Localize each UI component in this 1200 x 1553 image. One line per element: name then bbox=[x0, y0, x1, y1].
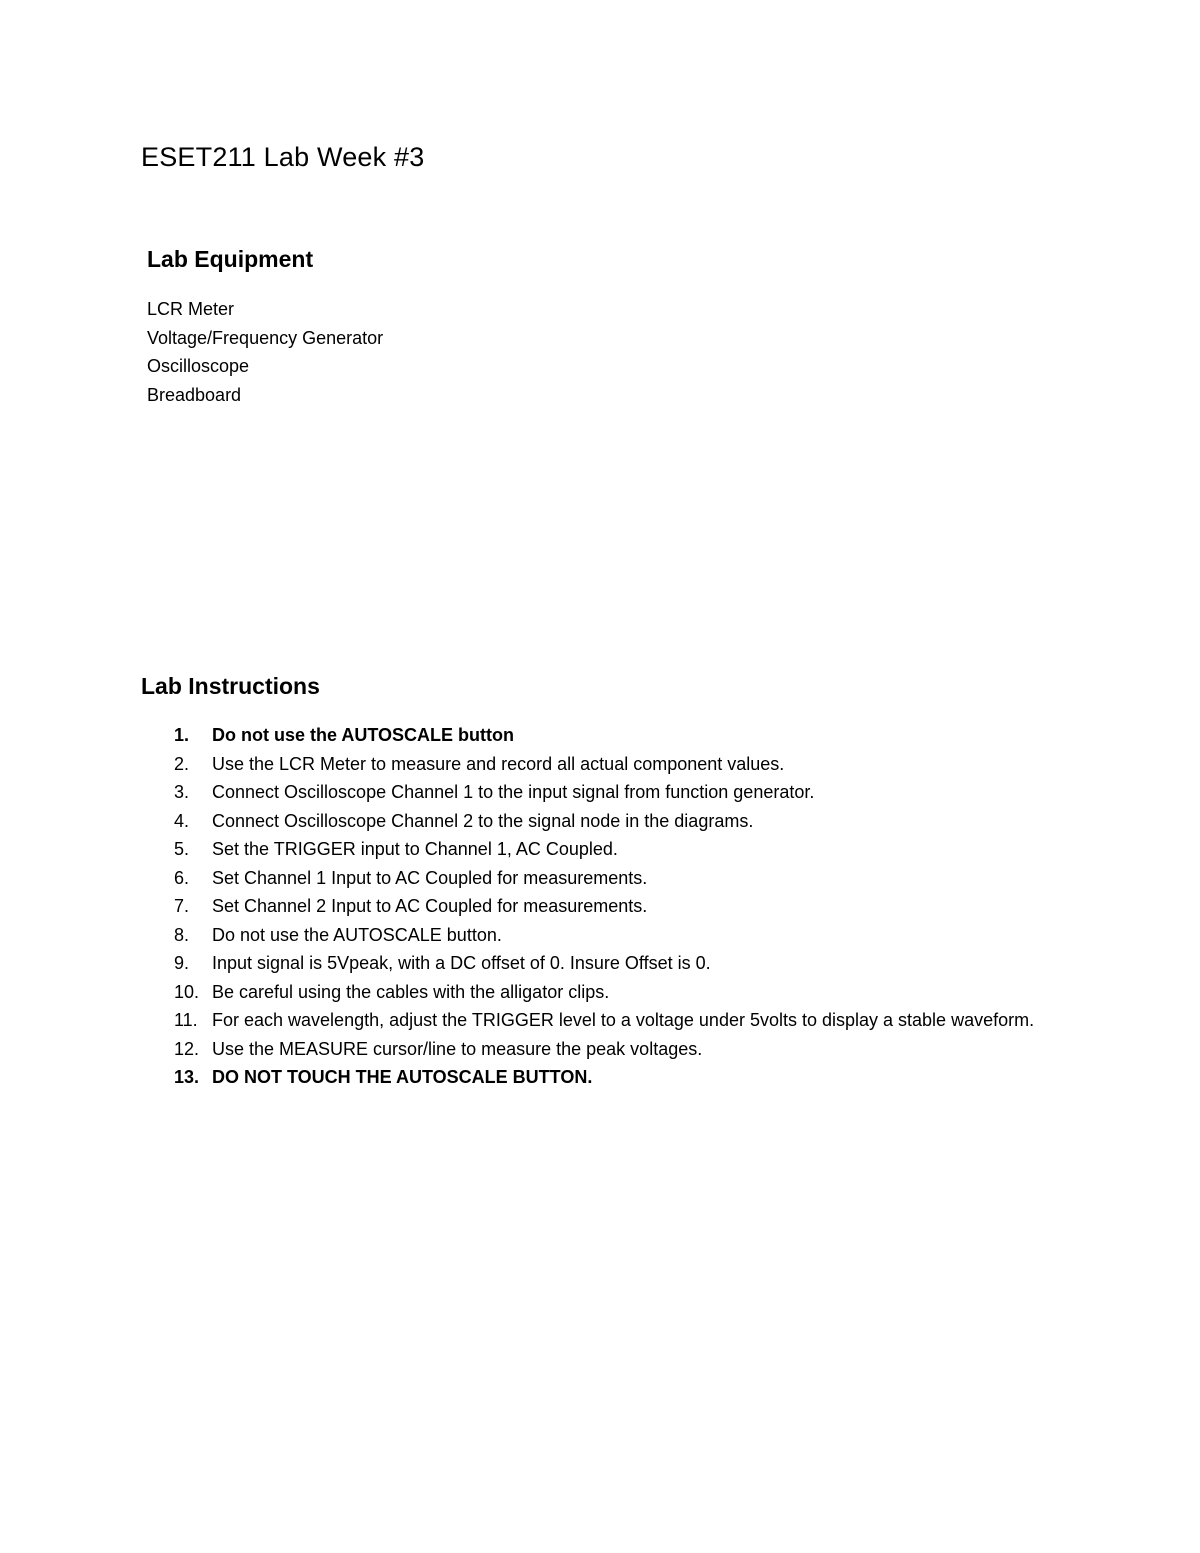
item-text: Set Channel 1 Input to AC Coupled for measurements. bbox=[212, 867, 648, 888]
item-number: 7. bbox=[174, 896, 190, 916]
item-text: Do not use the AUTOSCALE button bbox=[212, 725, 514, 745]
item-text: Connect Oscilloscope Channel 2 to the signal node in the diagrams. bbox=[212, 810, 754, 831]
item-number: 2. bbox=[174, 753, 190, 774]
item-text: DO NOT TOUCH THE AUTOSCALE BUTTON. bbox=[212, 1067, 593, 1087]
list-item bbox=[174, 778, 1054, 807]
list-item bbox=[174, 807, 1054, 836]
equipment-item: LCR Meter bbox=[147, 299, 235, 319]
list-item bbox=[174, 949, 1054, 978]
list-item bbox=[174, 892, 1054, 921]
item-number: 12. bbox=[174, 1038, 200, 1059]
item-number: 5. bbox=[174, 839, 190, 859]
item-number: 8. bbox=[174, 924, 190, 945]
list-item bbox=[174, 978, 1054, 1007]
item-number: 3. bbox=[174, 782, 190, 802]
list-item bbox=[174, 1035, 1054, 1064]
list-item bbox=[174, 835, 1054, 864]
list-item bbox=[174, 750, 1054, 779]
instructions-heading: Lab Instructions bbox=[141, 673, 320, 699]
item-text: Connect Oscilloscope Channel 1 to the input signal from function generator. bbox=[212, 782, 815, 802]
item-text: Use the LCR Meter to measure and record all actual component values. bbox=[212, 753, 785, 774]
item-text: Use the MEASURE cursor/line to measure the peak voltages. bbox=[212, 1038, 703, 1059]
equipment-list bbox=[147, 295, 383, 409]
item-text: For each wavelength, adjust the TRIGGER level to a voltage under 5volts to display a stable waveform. bbox=[212, 1010, 1035, 1030]
item-number: 9. bbox=[174, 953, 190, 973]
item-text: Set Channel 2 Input to AC Coupled for measurements. bbox=[212, 896, 648, 916]
item-text: Input signal is 5Vpeak, with a DC offset of 0. Insure Offset is 0. bbox=[212, 953, 711, 973]
equipment-item: Oscilloscope bbox=[147, 356, 250, 376]
list-item bbox=[174, 1006, 1054, 1035]
list-item bbox=[174, 921, 1054, 950]
item-text: Do not use the AUTOSCALE button. bbox=[212, 924, 502, 945]
item-text: Set the TRIGGER input to Channel 1, AC Coupled. bbox=[212, 839, 618, 859]
item-number: 10. bbox=[174, 981, 200, 1002]
equipment-heading: Lab Equipment bbox=[147, 246, 314, 272]
item-text: Be careful using the cables with the alligator clips. bbox=[212, 981, 610, 1002]
item-number: 1. bbox=[174, 725, 190, 745]
item-number: 6. bbox=[174, 867, 190, 888]
list-item bbox=[174, 1063, 1054, 1092]
item-number: 11. bbox=[174, 1010, 198, 1030]
instruction-list bbox=[174, 721, 1054, 1092]
item-number: 4. bbox=[174, 810, 190, 831]
equipment-item: Voltage/Frequency Generator bbox=[147, 327, 384, 348]
equipment-item: Breadboard bbox=[147, 384, 242, 405]
page-title: ESET211 Lab Week #3 bbox=[141, 142, 425, 172]
list-item bbox=[174, 864, 1054, 893]
list-item bbox=[174, 721, 1054, 750]
item-number: 13. bbox=[174, 1067, 200, 1087]
